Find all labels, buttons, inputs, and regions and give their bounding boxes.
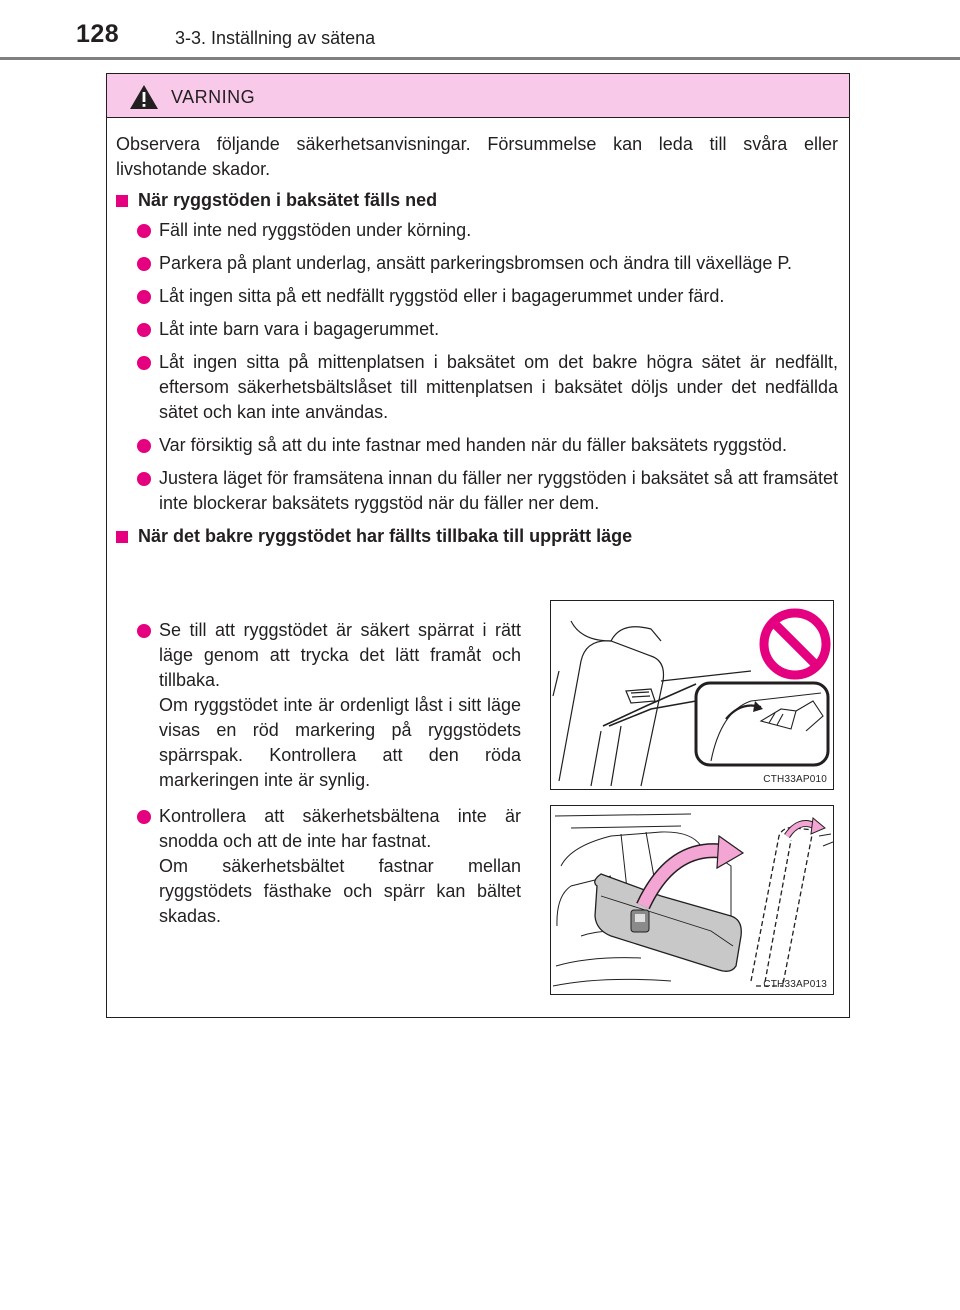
section-heading-fold-down — [116, 188, 838, 213]
section-heading-text: När ryggstöden i baksätet fälls ned — [138, 190, 438, 210]
list-item-text: Var försiktig så att du inte fastnar med handen när du fäller baksätets ryggstöd. — [159, 435, 788, 455]
figure-block-text — [116, 618, 521, 793]
seat-lock-illustration — [551, 601, 834, 790]
list-item-text: Justera läget för framsätena innan du fäller ner ryggstöden i baksätet så att framsätet inte blockerar baksätets ryggstöd när du fäller ner dem. — [159, 468, 838, 513]
list-item-text: Parkera på plant underlag, ansätt parkeringsbromsen och ändra till växelläge P. — [159, 253, 793, 273]
figure-code: CTH33AP010 — [763, 774, 827, 785]
warning-label: VARNING — [171, 87, 256, 107]
list-item-text: Kontrollera att säkerhetsbältena inte är snodda och att de inte har fastnat. — [159, 806, 521, 851]
section-heading-upright — [116, 524, 838, 549]
warning-header — [107, 74, 849, 118]
figure-code: CTH33AP013 — [763, 979, 827, 990]
list-item — [116, 433, 838, 458]
list-item-text: Fäll inte ned ryggstöden under körning. — [159, 220, 472, 240]
figure-seat-lock-lever — [550, 600, 834, 790]
bullet-dot-icon — [137, 257, 151, 271]
bullet-dot-icon — [137, 624, 151, 638]
bullet-dot-icon — [137, 290, 151, 304]
header-rule — [0, 57, 960, 60]
warning-box — [106, 73, 850, 1018]
list-item — [116, 466, 838, 516]
page-number: 128 — [76, 20, 120, 48]
warning-triangle-icon — [129, 84, 159, 110]
bullet-dot-icon — [137, 323, 151, 337]
seatback-fold-illustration — [551, 806, 834, 995]
list-item — [116, 317, 838, 342]
list-item-subtext: Om ryggstödet inte är ordenligt låst i sitt läge visas en röd markering på ryggstödets spärrspak. Kontrollera att den röda markeringen inte är synlig. — [159, 695, 521, 790]
list-item — [116, 804, 521, 929]
bullet-dot-icon — [137, 356, 151, 370]
section-title: 3-3. Inställning av sätena — [175, 28, 376, 48]
list-item — [116, 350, 838, 425]
list-item — [116, 218, 838, 243]
bullet-dot-icon — [137, 439, 151, 453]
square-bullet-icon — [116, 195, 128, 207]
bullet-dot-icon — [137, 224, 151, 238]
bullet-dot-icon — [137, 810, 151, 824]
warning-intro: Observera följande säkerhetsanvisningar. Försummelse kan leda till svåra eller livshotande skador. — [116, 134, 838, 179]
page-header — [0, 0, 960, 60]
section-heading-text: När det bakre ryggstödet har fällts tillbaka till upprätt läge — [138, 526, 633, 546]
list-item — [116, 618, 521, 793]
square-bullet-icon — [116, 531, 128, 543]
figure-seatback-fold — [550, 805, 834, 995]
list-item-text: Se till att ryggstödet är säkert spärrat i rätt läge genom att trycka det lätt framåt och tillbaka. — [159, 620, 521, 690]
list-item-text: Låt ingen sitta på mittenplatsen i baksätet om det bakre högra sätet är nedfällt, eftersom säkerhetsbältslåset till mittenplatsen i baksätet döljs under det nedfällda sätet och kan inte användas. — [159, 352, 838, 422]
list-item — [116, 251, 838, 276]
bullet-dot-icon — [137, 472, 151, 486]
list-item-text: Låt inte barn vara i bagagerummet. — [159, 319, 440, 339]
list-item-subtext: Om säkerhetsbältet fastnar mellan ryggstödets fästhake och spärr kan bältet skadas. — [159, 856, 521, 926]
list-item-text: Låt ingen sitta på ett nedfällt ryggstöd eller i bagagerummet under färd. — [159, 286, 725, 306]
list-item — [116, 284, 838, 309]
figure-block-text — [116, 804, 521, 929]
warning-content — [116, 132, 838, 554]
